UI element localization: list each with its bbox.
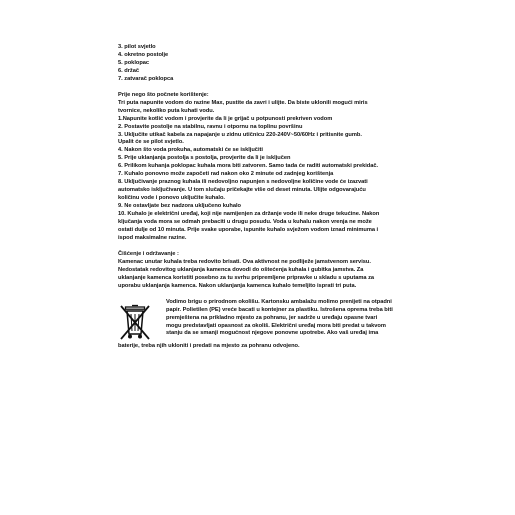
text-line: 7. Kuhalo ponovno može započeti rad nakon oko 2 minute od zadnjeg korištenja [118, 171, 334, 178]
parts-list-item: 7. zatvarač poklopca [118, 75, 174, 82]
parts-list-item: 3. pilot svjetlo [118, 44, 156, 50]
spacer [118, 84, 404, 92]
text-line: količinu vode i ponovo uključite kuhalo. [118, 195, 225, 202]
text-line: 1.Napunite kotlić vodom i provjerite da li je grijač u potpunosti prekriven vodom [118, 115, 333, 122]
text-line: ključanja voda mora se odmah prebaciti u drugu posudu. Voda u kuhalu nakon vrenja ne može [118, 219, 372, 226]
text-line: tvornice, nekoliko puta kuhati vodu. [118, 107, 215, 114]
text-line: stanju da se smanji mogućnost njegove ponovne upotrebe. Ako vaš uređaj ima [166, 330, 379, 337]
text-line: Tri puta napunite vodom do razine Max, pustite da zavri i ulijte. Da biste uklonili mogući miris [118, 99, 368, 106]
spacer [118, 291, 404, 299]
text-line: Nedostatak redovitog uklanjanja kamenca dovodi do oštećenja kuhala i gubitka jamstva. Za [118, 266, 364, 273]
text-line: 10. Kuhalo je električni uređaj, koji nije namijenjen za držanje vode ili neke druge tekućine. Nakon [118, 211, 380, 218]
text-line: ostati dulje od 10 minuta. Prije svake uporabe, ispunite kuhalo svježom vodom iznad minimuma i [118, 226, 379, 233]
parts-list-item: 4. okretno postolje [118, 51, 169, 58]
environment-text [166, 299, 404, 343]
text-line: 4. Nakon što voda prokuha, automatski će se isključiti [118, 147, 263, 154]
text-line: automatsko isključivanje. U tom slučaju pričekajte više od deset minuta. Ulijte odgovarajuću [118, 187, 366, 194]
cleaning-section [118, 251, 404, 291]
environment-section [118, 299, 404, 351]
text-line: 8. Uključivanje praznog kuhala ili nedovoljno napunjen s nedovoljne količine vode će izazvati [118, 179, 368, 186]
section-heading: Čišćenje i održavanje : [118, 250, 179, 257]
text-line: uporabu uklanjanja kamenca. Nakon uklanjanja kamenca kuhalo temeljito isprati tri puta. [118, 282, 357, 289]
crossed-out-wheelie-bin-icon [118, 299, 154, 343]
text-line: Vodimo brigu o prirodnom okolišu. Kartonsku ambalažu molimo prenijeti na otpadni [166, 298, 392, 305]
section-heading: Prije nego što počnete korištenje: [118, 91, 209, 98]
text-line: mogu predstavljati opasnost za okoliš. Električni uređaj mora biti predat u takvom [166, 322, 386, 329]
text-line: uklanjanje kamenca koristiti posebno za tu svrhu pripremljene pripravke u skladu s uputama za [118, 274, 375, 281]
text-line: 2. Postavite postolje na stabilnu, ravnu i otpornu na toplinu površinu [118, 123, 303, 130]
text-line: Kamenac unutar kuhala treba redovito brisati. Ova aktivnost ne podliježe jamstvenom servisu. [118, 258, 371, 265]
spacer [118, 243, 404, 251]
text-line: Upalit će se pilot svjetlo. [118, 139, 184, 146]
parts-list-item: 6. držač [118, 67, 140, 74]
parts-list [118, 44, 404, 84]
text-line: 3. Uključite utikač kabela za napajanje u zidnu utičnicu 220-240V~50/60Hz i pritisnite gumb. [118, 131, 362, 138]
parts-list-item: 5. poklopac [118, 59, 150, 66]
text-line: 5. Prije uklanjanja postolja s postolja, provjerite da li je isključen [118, 155, 291, 162]
text-line: 6. Prilikom kuhanja poklopac kuhala mora biti zatvoren. Samo tada će raditi automatski prekidač. [118, 163, 379, 170]
before-first-use-section [118, 92, 404, 243]
text-line: baterije, treba njih ukloniti i predati na mjesto za pohranu odvojeno. [118, 342, 300, 349]
text-line: papir. Polietilen (PE) vreće bacati u kontejner za plastiku. Istrošena oprema treba biti [166, 306, 393, 313]
manual-text [118, 44, 404, 351]
text-line: premještena na prikladno mjesto za pohranu, jer sadrže u uređaju opasne tvari [166, 314, 378, 321]
text-line: 9. Ne ostavljate bez nadzora uključeno kuhalo [118, 203, 241, 210]
text-line: ispod maksimalne razine. [118, 234, 187, 241]
